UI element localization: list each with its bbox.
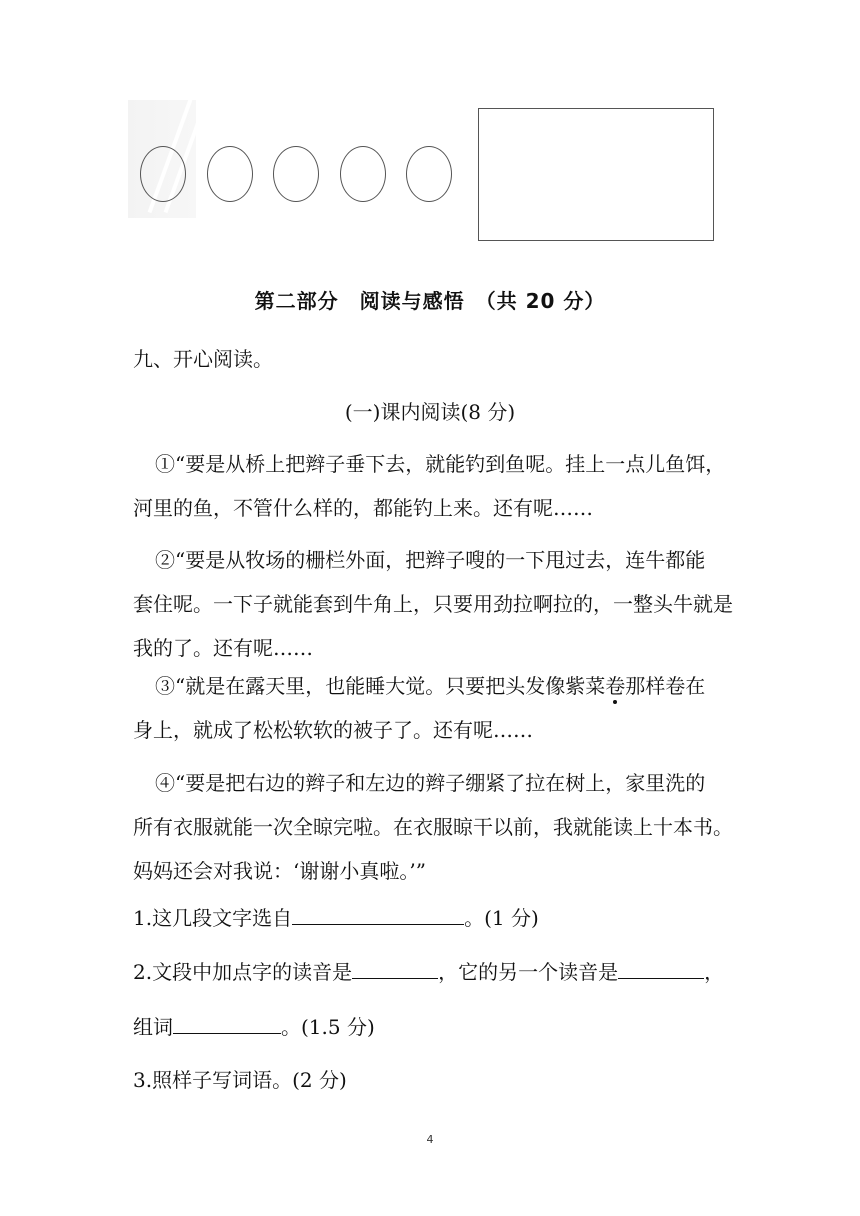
passage-line-with-dotted-char	[133, 664, 733, 708]
question-1-score: 。(1 分)	[464, 906, 539, 930]
section-title: 第二部分 阅读与感悟 （共 20 分）	[254, 289, 606, 313]
oval-answer-3[interactable]	[273, 146, 319, 202]
question-2-pronunciation-blank[interactable]	[352, 958, 438, 979]
oval-answer-5[interactable]	[406, 146, 452, 202]
question-2-score: 。(1.5 分)	[281, 1015, 375, 1039]
question-1-answer-blank[interactable]	[292, 904, 464, 925]
passage-line: ①“要是从桥上把辫子垂下去，就能钓到鱼呢。挂上一点儿鱼饵，	[155, 452, 726, 476]
question-1	[133, 902, 539, 931]
question-2-line-2	[133, 1011, 375, 1040]
question-3: 3.照样子写词语。(2 分)	[133, 1068, 347, 1092]
question-2-other-pronunciation-blank[interactable]	[618, 958, 704, 979]
passage-paragraph-2	[133, 538, 733, 670]
question-2	[133, 956, 724, 985]
oval-answer-4[interactable]	[340, 146, 386, 202]
answer-box[interactable]	[478, 108, 714, 241]
passage-paragraph-1	[133, 442, 733, 530]
passage-line: 河里的鱼，不管什么样的，都能钓上来。还有呢……	[133, 496, 593, 520]
passage-line: 身上，就成了松松软软的被子了。还有呢……	[133, 718, 533, 742]
sub-heading: (一)课内阅读(8 分)	[344, 400, 516, 424]
dotted-character: 卷	[605, 674, 626, 698]
question-1-text: 1.这几段文字选自	[133, 906, 293, 930]
passage-paragraph-4	[133, 761, 733, 893]
passage-line: 套住呢。一下子就能套到牛角上，只要用劲拉啊拉的，一整头牛就是	[133, 592, 733, 616]
question-2-text-middle: ，它的另一个读音是	[438, 960, 619, 984]
passage-line: ②“要是从牧场的栅栏外面，把辫子嗖的一下甩过去，连牛都能	[155, 548, 706, 572]
question-2-text: 2.文段中加点字的读音是	[133, 960, 353, 984]
passage-line: 所有衣服就能一次全晾完啦。在衣服晾干以前，我就能读上十本书。	[133, 815, 733, 839]
question-2-comma: ，	[704, 960, 725, 984]
page-number: 4	[426, 1133, 434, 1146]
question-2-word-label: 组词	[133, 1015, 173, 1039]
passage-text: ③“就是在露天里，也能睡大觉。只要把头发像紫菜	[155, 674, 606, 698]
passage-line: ④“要是把右边的辫子和左边的辫子绷紧了拉在树上，家里洗的	[155, 771, 706, 795]
oval-answer-row	[140, 146, 460, 206]
question-heading: 九、开心阅读。	[133, 347, 273, 371]
oval-answer-2[interactable]	[207, 146, 253, 202]
passage-line: 妈妈还会对我说：‘谢谢小真啦。’”	[133, 859, 426, 883]
passage-text: 那样卷在	[625, 674, 706, 698]
passage-line: 我的了。还有呢……	[133, 636, 313, 660]
question-2-word-blank[interactable]	[173, 1013, 281, 1034]
oval-answer-1[interactable]	[140, 146, 186, 202]
passage-paragraph-3	[133, 664, 733, 752]
